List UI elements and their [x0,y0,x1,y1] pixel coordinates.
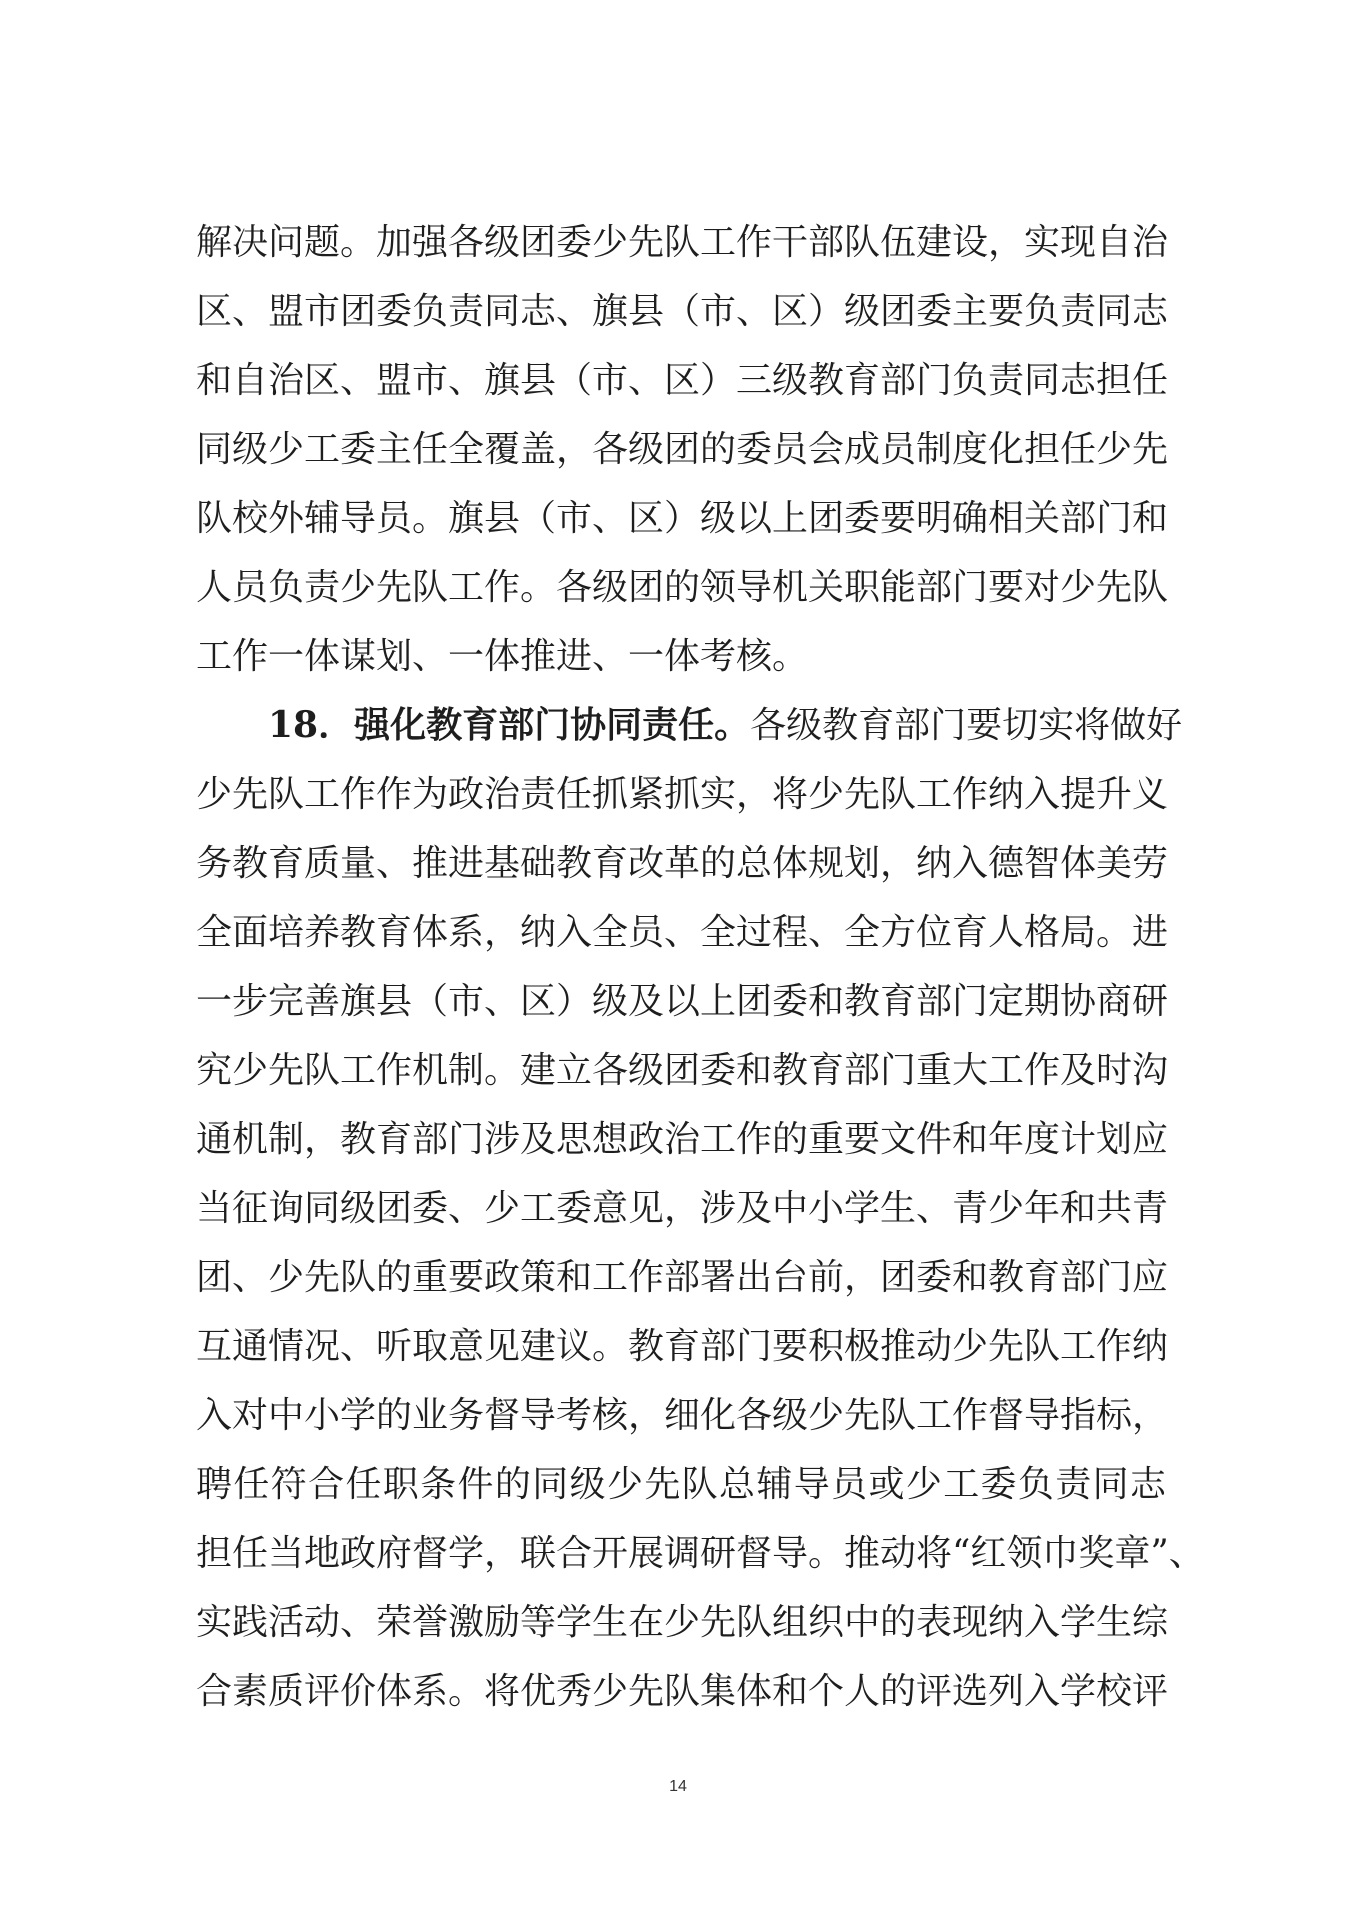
p1-line: 和自治区、盟市、旗县（市、区）三级教育部门负责同志担任 [196,360,1169,401]
p2-line: 聘任符合任职条件的同级少先队总辅导员或少工委负责同志 [196,1464,1166,1505]
paragraph-2-first-line-text: 各级教育部门要切实将做好 [750,705,1183,746]
p2-line: 入对中小学的业务督导考核，细化各级少先队工作督导指标， [196,1395,1169,1436]
page-number: 14 [669,1778,687,1795]
paragraph-2 [196,691,1205,1726]
p2-line: 当征询同级团委、少工委意见，涉及中小学生、青少年和共青 [196,1188,1169,1229]
paragraph-1 [196,208,1169,691]
p2-line: 通机制，教育部门涉及思想政治工作的重要文件和年度计划应 [196,1119,1169,1160]
p1-line: 队校外辅导员。旗县（市、区）级以上团委要明确相关部门和 [196,498,1169,539]
p1-line: 解决问题。加强各级团委少先队工作干部队伍建设，实现自治 [196,222,1169,263]
p2-line: 究少先队工作机制。建立各级团委和教育部门重大工作及时沟 [196,1050,1169,1091]
p2-line: 实践活动、荣誉激励等学生在少先队组织中的表现纳入学生综 [196,1602,1169,1643]
p2-line: 少先队工作作为政治责任抓紧抓实，将少先队工作纳入提升义 [196,774,1169,815]
p2-line: 互通情况、听取意见建议。教育部门要积极推动少先队工作纳 [196,1326,1169,1367]
p2-line: 担任当地政府督学，联合开展调研督导。推动将“红领巾奖章”、 [196,1533,1205,1574]
p2-line: 全面培养教育体系，纳入全员、全过程、全方位育人格局。进 [196,912,1169,953]
body-text [196,208,1205,1726]
p2-line: 一步完善旗县（市、区）级及以上团委和教育部门定期协商研 [196,981,1169,1022]
p2-line: 团、少先队的重要政策和工作部署出台前，团委和教育部门应 [196,1257,1169,1298]
p2-line: 合素质评价体系。将优秀少先队集体和个人的评选列入学校评 [196,1671,1169,1712]
p2-line: 务教育质量、推进基础教育改革的总体规划，纳入德智体美劳 [196,843,1169,884]
p1-line: 人员负责少先队工作。各级团的领导机关职能部门要对少先队 [196,567,1169,608]
p1-line: 同级少工委主任全覆盖，各级团的委员会成员制度化担任少先 [196,429,1169,470]
paragraph-2-first-line [196,691,1183,760]
section-heading-18: 18．强化教育部门协同责任。 [268,704,751,746]
p1-line: 区、盟市团委负责同志、旗县（市、区）级团委主要负责同志 [196,291,1169,332]
p1-line: 工作一体谋划、一体推进、一体考核。 [196,636,809,677]
